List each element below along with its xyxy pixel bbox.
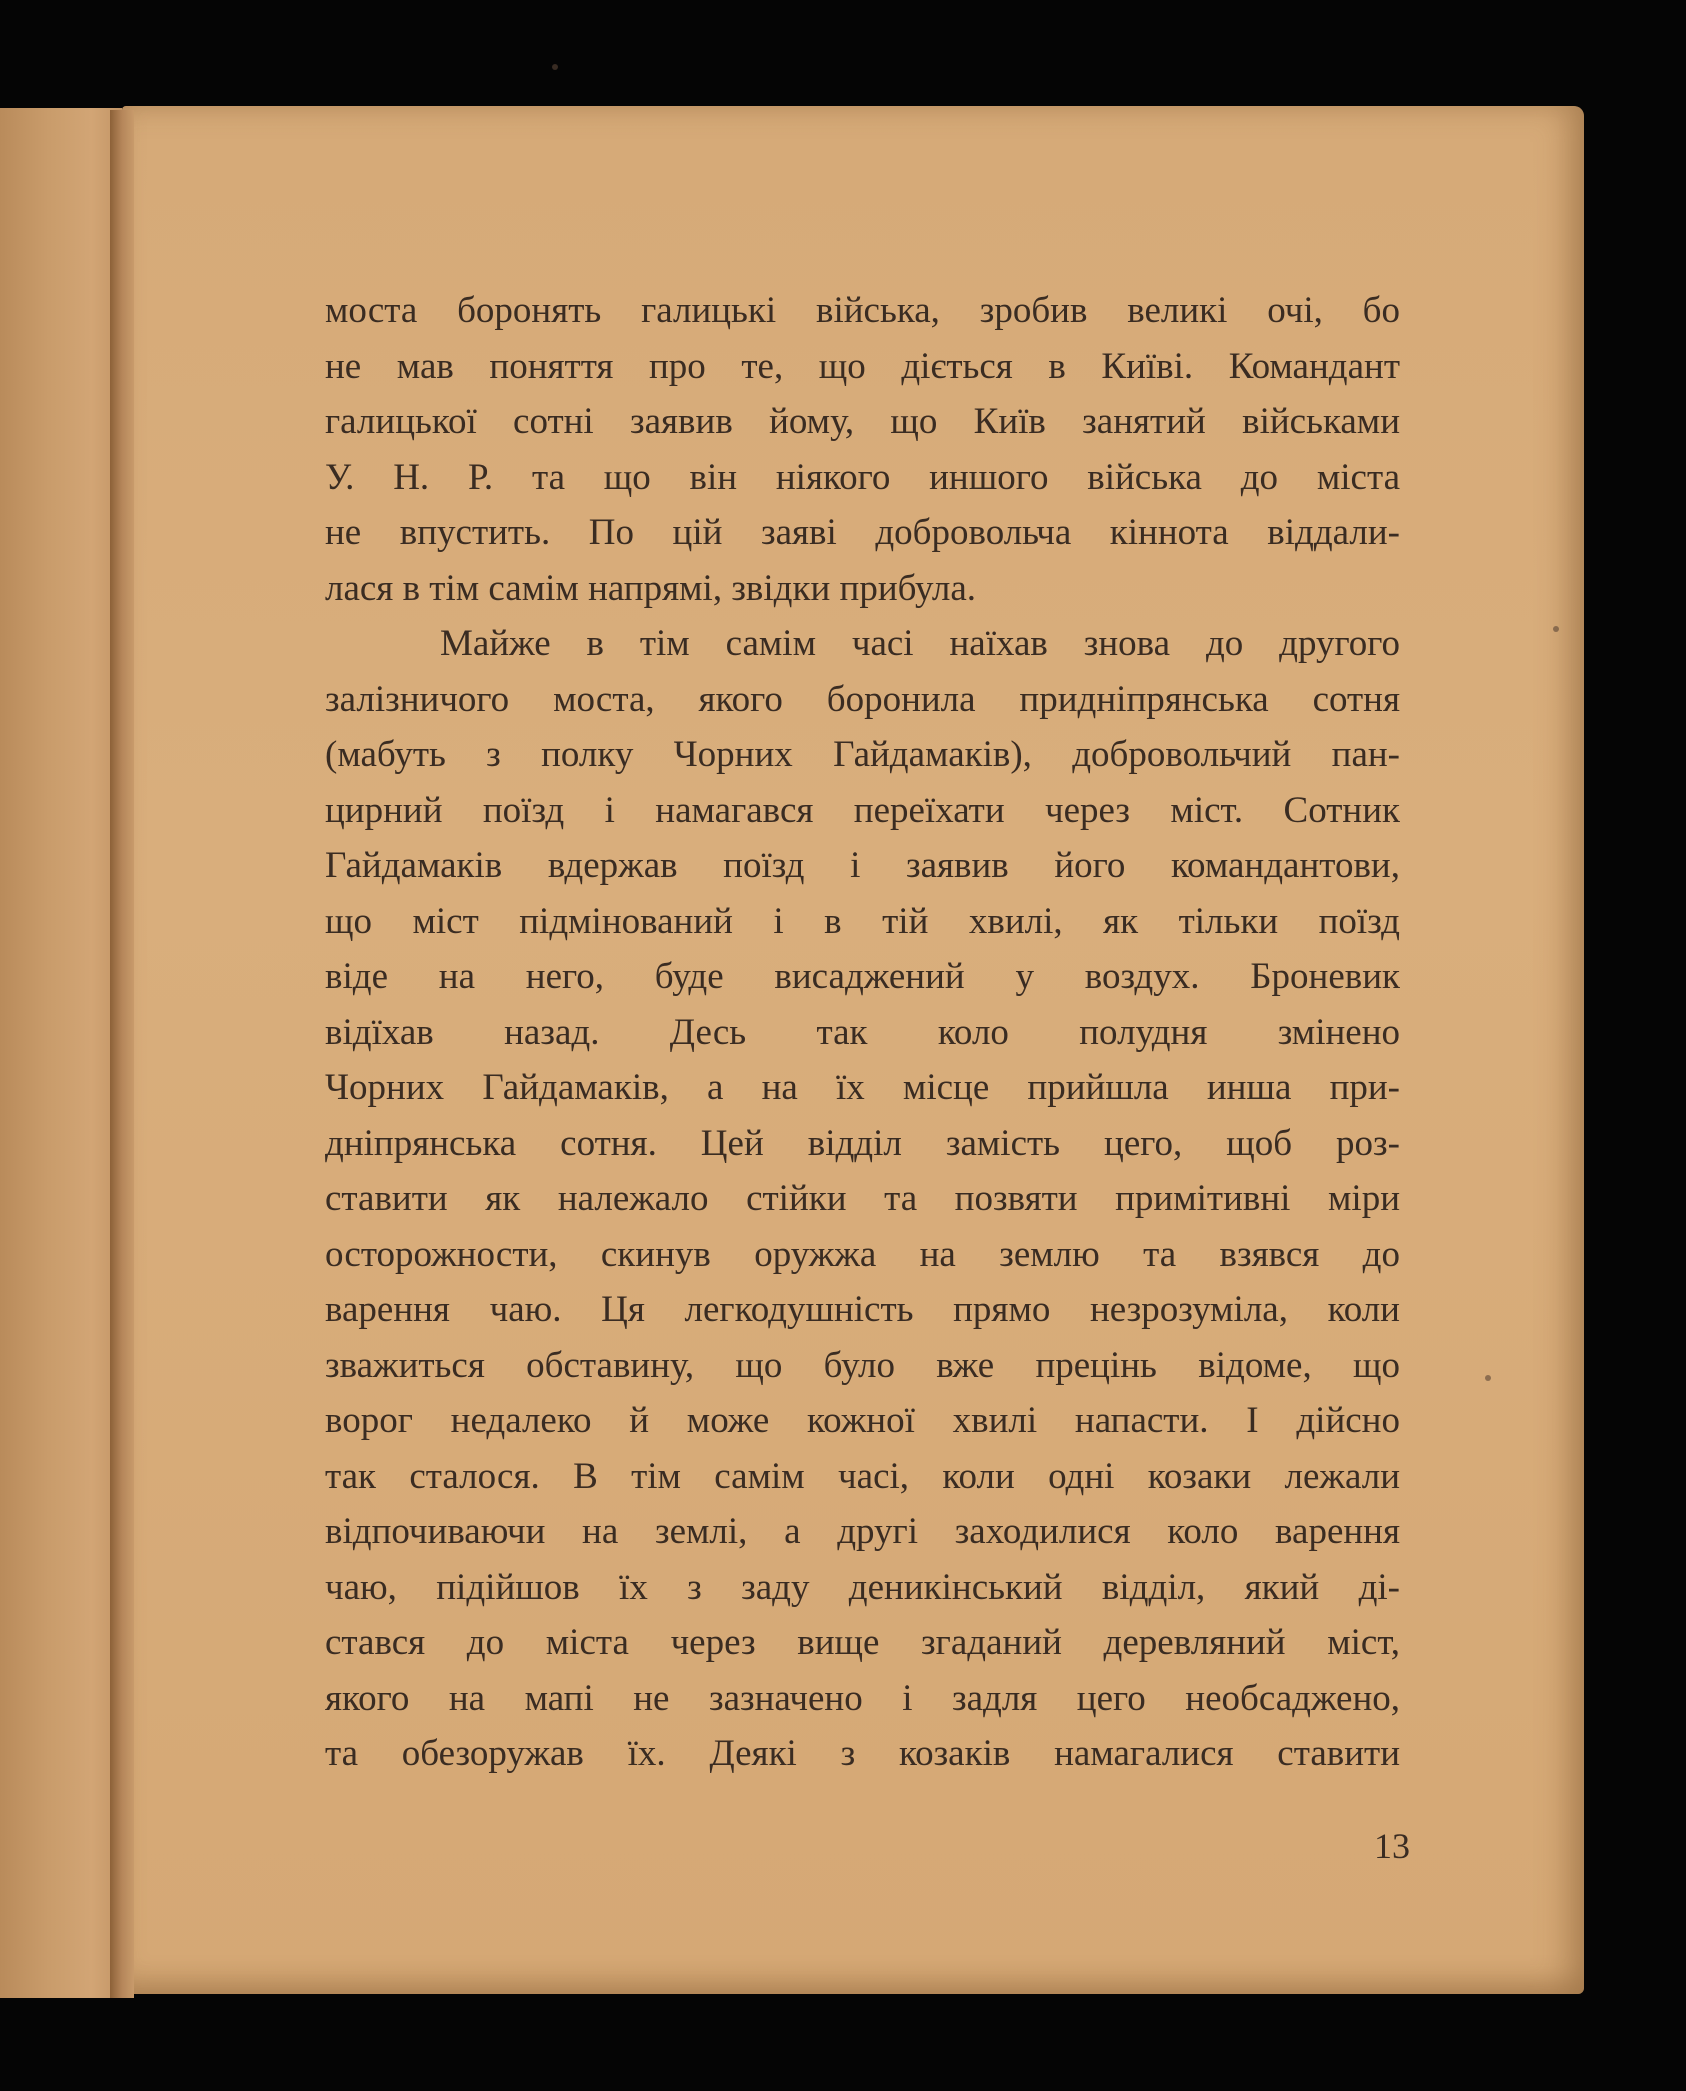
- text-line: галицької сотні заявив йому, що Київ занятий військами: [325, 401, 1400, 442]
- text-line: не мав поняття про те, що діється в Київі. Командант: [325, 345, 1400, 387]
- text-line: віде на него, буде висаджений у воздух. Броневик: [325, 956, 1400, 997]
- text-line: (мабуть з полку Чорних Гайдамаків), добровольчий пан-: [325, 734, 1400, 775]
- text-line: не впустить. По цій заяві добровольча кіннота віддали-: [325, 512, 1400, 553]
- page-number: 13: [1374, 1826, 1410, 1866]
- dust-speck: [1485, 1375, 1491, 1381]
- text-line: зважиться обставину, що було вже прецінь відоме, що: [325, 1344, 1400, 1386]
- text-line: якого на мапі не зазначено і задля цего необсаджено,: [325, 1677, 1400, 1719]
- text-line: У. Н. Р. та що він ніякого иншого війська до міста: [325, 456, 1400, 498]
- text-line: Майже в тім самім часі наїхав знова до другого: [440, 623, 1400, 664]
- text-line: Чорних Гайдамаків, а на їх місце прийшла инша при-: [325, 1067, 1400, 1108]
- text-line: так сталося. В тім самім часі, коли одні козаки лежали: [325, 1455, 1400, 1497]
- text-line: що міст підмінований і в тій хвилі, як тільки поїзд: [325, 900, 1400, 942]
- body-text: [325, 283, 1400, 1793]
- text-line: моста боронять галицькі війська, зробив великі очі, бо: [325, 290, 1400, 331]
- text-line: ворог недалеко й може кожної хвилі напасти. І дійсно: [325, 1400, 1400, 1441]
- text-line: Гайдамаків вдержав поїзд і заявив його командантови,: [325, 845, 1400, 886]
- left-page-edge: [0, 108, 122, 1998]
- text-line: дніпрянська сотня. Цей відділ замість цего, щоб роз-: [325, 1122, 1400, 1164]
- text-line: та обезоружав їх. Деякі з козаків намагалися ставити: [325, 1733, 1400, 1774]
- text-line: ставити як належало стійки та позвяти примітивні міри: [325, 1178, 1400, 1219]
- text-line: чаю, підійшов їх з заду деникінський відділ, який ді-: [325, 1566, 1400, 1608]
- text-line: осторожности, скинув оружжа на землю та взявся до: [325, 1233, 1400, 1275]
- text-line: лася в тім самім напрямі, звідки прибула.: [325, 567, 977, 609]
- text-line: варення чаю. Ця легкодушність прямо незрозуміла, коли: [325, 1289, 1400, 1330]
- dust-speck: [1553, 626, 1559, 632]
- text-line: цирний поїзд і намагався переїхати через міст. Сотник: [325, 789, 1400, 831]
- text-line: відїхав назад. Десь так коло полудня змінено: [325, 1011, 1400, 1053]
- text-line: залізничого моста, якого боронила придніпрянська сотня: [325, 678, 1400, 720]
- book-gutter: [110, 110, 134, 1998]
- text-line: стався до міста через вище згаданий деревляний міст,: [325, 1622, 1400, 1663]
- dust-speck: [552, 64, 558, 70]
- text-line: відпочиваючи на землі, а другі заходилися коло варення: [325, 1511, 1400, 1552]
